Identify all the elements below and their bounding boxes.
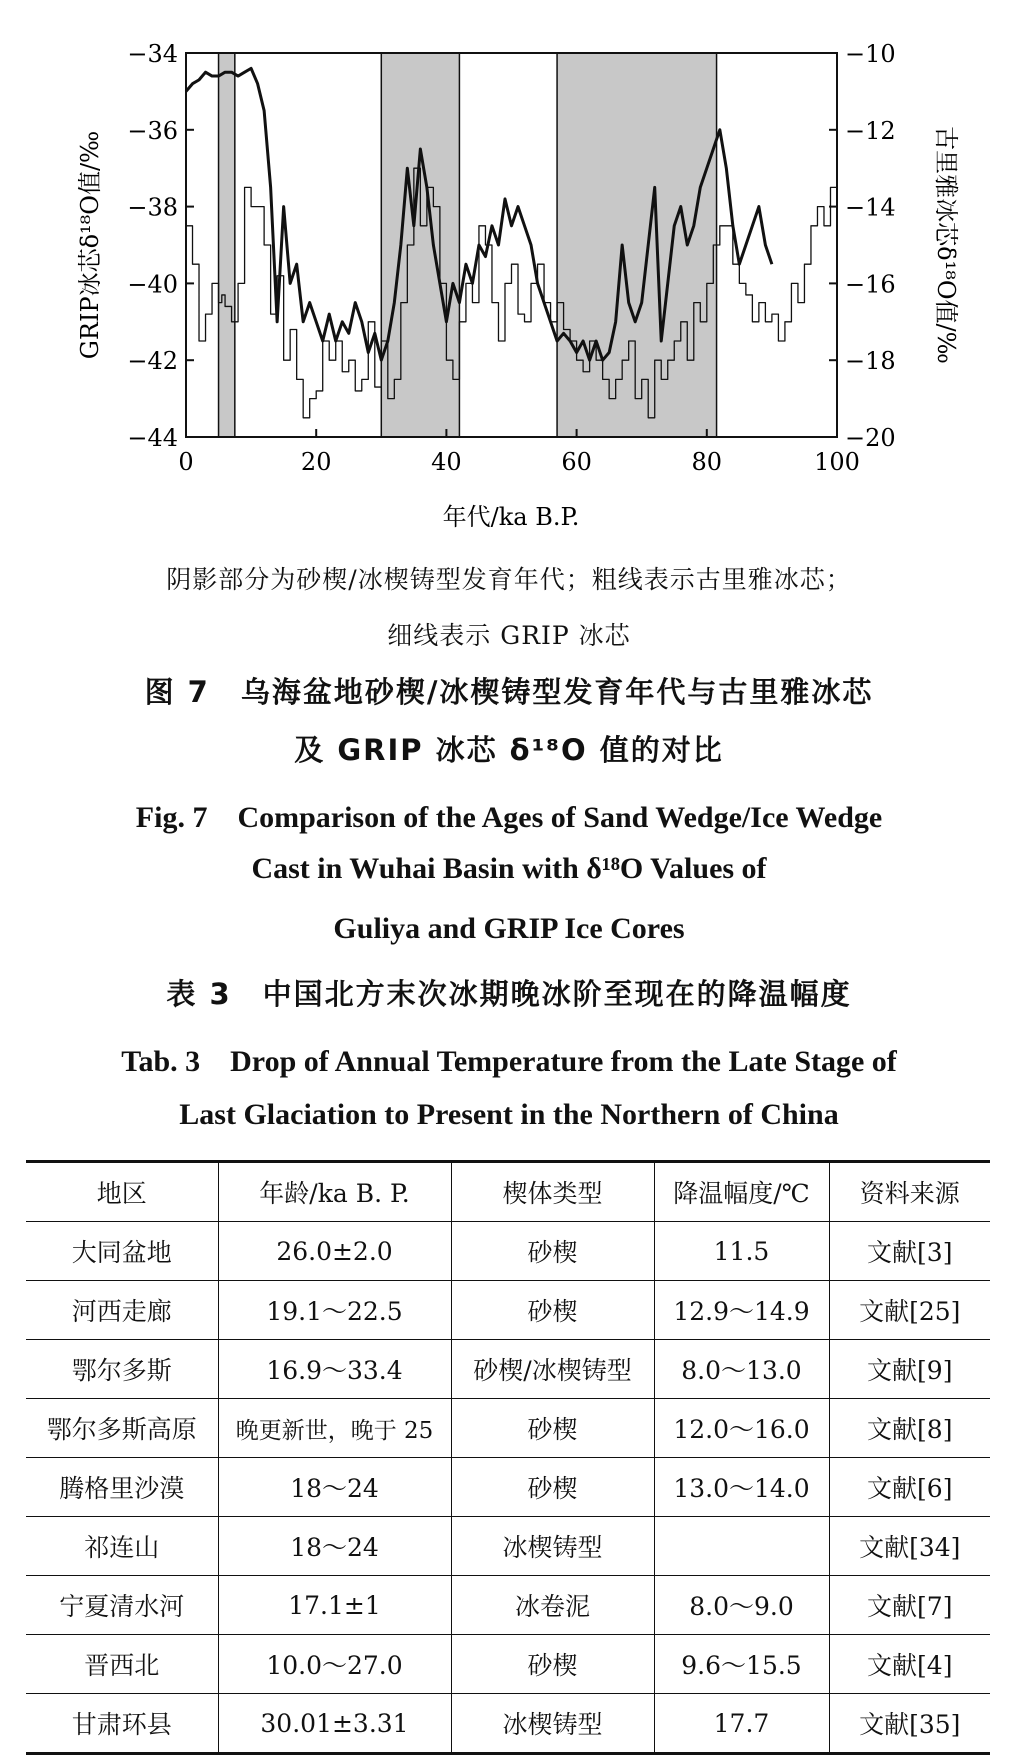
table-row [26,1635,990,1694]
x-axis-label: 年代/ka B.P. [442,503,580,531]
cell-temp-drop: 12.0～16.0 [654,1399,829,1458]
table-caption-en-2: Last Glaciation to Present in the Northern of China [179,1098,839,1131]
cell-wedge-type: 砂楔 [451,1222,654,1281]
cell-wedge-type: 冰楔铸型 [451,1517,654,1576]
left-tick-label: −34 [127,40,178,68]
cell-source: 文献[35] [829,1694,990,1754]
right-tick-label: −12 [845,116,896,145]
series-lines [186,68,837,417]
cell-temp-drop: 11.5 [654,1222,829,1281]
plot-frame [186,53,837,437]
cell-region: 鄂尔多斯 [26,1340,218,1399]
cell-age: 18～24 [218,1458,451,1517]
cell-age: 17.1±1 [218,1576,451,1635]
table-row [26,1340,990,1399]
table-row [26,1517,990,1576]
cell-age: 10.0～27.0 [218,1635,451,1694]
left-tick-label: −38 [127,193,178,222]
temperature-drop-table [26,1160,990,1755]
header-temp-drop: 降温幅度/℃ [654,1162,829,1222]
x-tick-label: 100 [814,448,860,476]
x-tick-label: 0 [178,448,194,476]
cell-age: 26.0±2.0 [218,1222,451,1281]
right-axis-label: 古里雅冰芯δ¹⁸O值/‰ [932,126,960,364]
delta18o-figure [0,0,1018,540]
x-tick-label: 40 [431,448,462,476]
cell-wedge-type: 砂楔 [451,1635,654,1694]
figure-caption-en-3: Guliya and GRIP Ice Cores [333,912,685,945]
table-caption-cn: 表 3 中国北方末次冰期晚冰阶至现在的降温幅度 [166,977,852,1011]
cell-source: 文献[9] [829,1340,990,1399]
cell-region: 腾格里沙漠 [26,1458,218,1517]
cell-region: 祁连山 [26,1517,218,1576]
figure-caption-cn-2: 及 GRIP 冰芯 δ¹⁸O 值的对比 [294,733,724,767]
figure-caption-cn-1: 图 7 乌海盆地砂楔/冰楔铸型发育年代与古里雅冰芯 [144,675,874,709]
cell-temp-drop: 13.0～14.0 [654,1458,829,1517]
figure-note-line-1: 阴影部分为砂楔/冰楔铸型发育年代；粗线表示古里雅冰芯； [166,565,852,594]
cell-source: 文献[25] [829,1281,990,1340]
cell-region: 晋西北 [26,1635,218,1694]
cell-source: 文献[8] [829,1399,990,1458]
cell-age: 19.1～22.5 [218,1281,451,1340]
cell-wedge-type: 砂楔 [451,1458,654,1517]
cell-temp-drop: 9.6～15.5 [654,1635,829,1694]
cell-source: 文献[7] [829,1576,990,1635]
right-tick-label: −18 [845,347,896,376]
cell-age: 16.9～33.4 [218,1340,451,1399]
cell-source: 文献[4] [829,1635,990,1694]
table-caption-en-1: Tab. 3 Drop of Annual Temperature from the Late Stage of [121,1045,897,1078]
header-age: 年龄/ka B. P. [218,1162,451,1222]
cell-temp-drop: 17.7 [654,1694,829,1754]
header-source: 资料来源 [829,1162,990,1222]
table-header-row [26,1162,990,1222]
right-tick-label: −10 [845,40,896,68]
left-tick-label: −40 [127,270,178,299]
table-row [26,1576,990,1635]
cell-wedge-type: 冰楔铸型 [451,1694,654,1754]
figure-note-line-2: 细线表示 GRIP 冰芯 [387,621,631,650]
x-tick-label: 80 [691,448,723,476]
right-tick-label: −16 [845,270,896,299]
cell-source: 文献[3] [829,1222,990,1281]
table-row [26,1399,990,1458]
cell-age: 30.01±3.31 [218,1694,451,1754]
x-tick-label: 60 [561,448,592,476]
shaded-period [219,53,235,437]
shaded-period [381,53,459,437]
header-region: 地区 [26,1162,218,1222]
cell-temp-drop: 8.0～13.0 [654,1340,829,1399]
cell-age: 18～24 [218,1517,451,1576]
figure-caption-en-1: Fig. 7 Comparison of the Ages of Sand Wedge/Ice Wedge [135,801,883,834]
cell-wedge-type: 砂楔 [451,1399,654,1458]
cell-region: 鄂尔多斯高原 [26,1399,218,1458]
figure-caption-en-2: Cast in Wuhai Basin with δ¹⁸O Values of [251,852,767,885]
table-row [26,1222,990,1281]
cell-wedge-type: 冰卷泥 [451,1576,654,1635]
cell-age: 晚更新世，晚于 25 [218,1399,451,1458]
cell-region: 河西走廊 [26,1281,218,1340]
x-tick-label: 20 [300,448,332,476]
shaded-period [557,53,716,437]
table-row [26,1458,990,1517]
cell-wedge-type: 砂楔 [451,1281,654,1340]
cell-temp-drop: 12.9～14.9 [654,1281,829,1340]
cell-temp-drop: 8.0～9.0 [654,1576,829,1635]
header-wedge-type: 楔体类型 [451,1162,654,1222]
right-tick-label: −20 [845,424,896,452]
table-row [26,1694,990,1754]
left-tick-label: −44 [127,424,178,452]
cell-temp-drop [654,1517,829,1576]
table-row [26,1281,990,1340]
cell-source: 文献[34] [829,1517,990,1576]
cell-wedge-type: 砂楔/冰楔铸型 [451,1340,654,1399]
left-axis-label: GRIP冰芯δ¹⁸O值/‰ [76,130,104,360]
left-tick-label: −42 [127,347,178,376]
cell-region: 宁夏清水河 [26,1576,218,1635]
cell-source: 文献[6] [829,1458,990,1517]
right-axis-ticks [829,40,896,452]
right-tick-label: −14 [845,193,896,222]
cell-region: 大同盆地 [26,1222,218,1281]
left-tick-label: −36 [127,116,178,145]
left-axis-ticks [127,40,194,452]
cell-region: 甘肃环县 [26,1694,218,1754]
